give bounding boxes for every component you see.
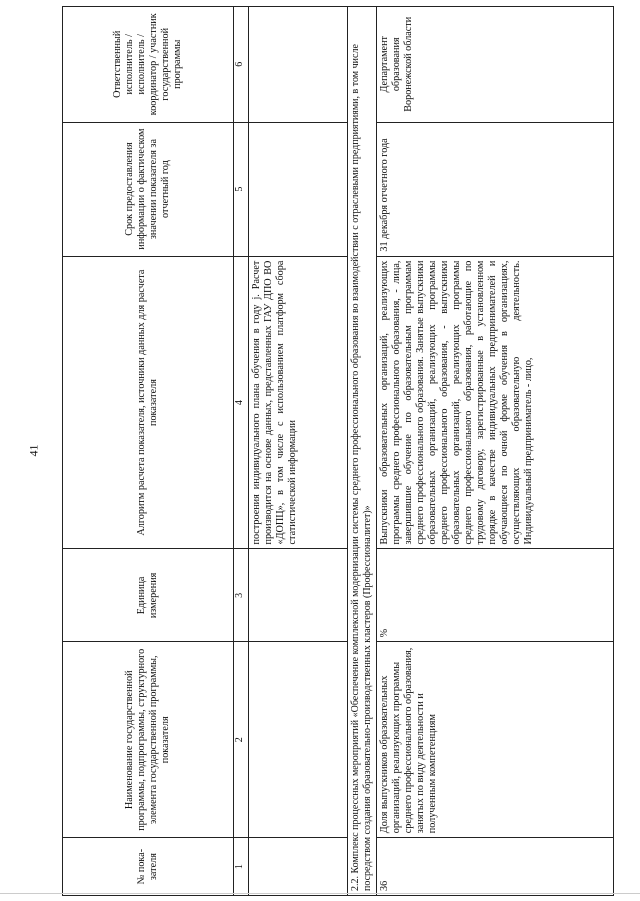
page-number: 41 (26, 444, 41, 457)
row-deadline: 31 декабря отчетного года (376, 122, 613, 256)
header-row (63, 7, 234, 896)
header-algorithm: Алгоритм расчета показателя, источники данных для расчета показателя (63, 256, 234, 549)
column-number: 4 (234, 256, 249, 549)
column-number: 5 (234, 122, 249, 256)
table-row (376, 7, 613, 896)
column-number: 6 (234, 7, 249, 123)
header-name: Наименование государственной программы, подпрограммы, структурного элемента государственной программы, показателя (63, 642, 234, 838)
cont-num (249, 838, 348, 896)
header-num: № пока-зателя (63, 838, 234, 896)
section-row (348, 7, 377, 896)
row-responsible: Департамент образования Воронежской области (376, 7, 613, 123)
continuation-row (249, 7, 348, 896)
header-unit: Единица измерения (63, 549, 234, 642)
column-number: 3 (234, 549, 249, 642)
column-number: 1 (234, 838, 249, 896)
row-num: 36 (376, 838, 613, 896)
row-unit: % (376, 549, 613, 642)
cont-name (249, 642, 348, 838)
cont-unit (249, 549, 348, 642)
rotated-page (62, 6, 622, 896)
indicator-table (62, 6, 614, 896)
cont-responsible (249, 7, 348, 123)
header-deadline: Срок предоставления информации о фактическом значении показателя за отчетный год (63, 122, 234, 256)
column-number-row (234, 7, 249, 896)
cont-deadline (249, 122, 348, 256)
indicator-table-wrapper (62, 6, 622, 896)
section-title: 2.2. Комплекс процессных мероприятий «Обеспечение комплексной модернизации системы среднего профессионального образования во взаимодействии с отраслевыми предприятиями, в том числе посредством создания образовательно-производственных кластеров (Профессионалитет)» (348, 7, 377, 896)
header-responsible: Ответственный исполнитель / исполнитель / координатор / участник государственной программы (63, 7, 234, 123)
row-name: Доля выпускников образовательных организаций, реализующих программы среднего профессионального образования, занятых по виду деятельности и полученным компетенциям (376, 642, 613, 838)
row-algorithm: Выпускники образовательных организаций, реализующих программы среднего профессионального образования, - лица, завершившие обучение по образовательным программам среднего профессионального образования. Занятые выпускники образовательных организаций, реализующих программы среднего профессионального образования, - выпускники образовательных организаций, реализующих программы среднего профессионального образования, работающие по трудовому договору, зарегистрированные в установленном порядке в качестве индивидуальных предпринимателей и обучающиеся по очной форме обучения в организациях, осуществляющих образовательную деятельность. Индивидуальный предприниматель - лицо, (376, 256, 613, 549)
page-bottom-edge (0, 893, 640, 894)
cont-algorithm: построения индивидуального плана обучения в году j. Расчет производится на основе данных, представленных ГАУ ДПО ВО «ДОПЦ», в том числе с использованием платформ сбора статистической информации (249, 256, 348, 549)
column-number: 2 (234, 642, 249, 838)
